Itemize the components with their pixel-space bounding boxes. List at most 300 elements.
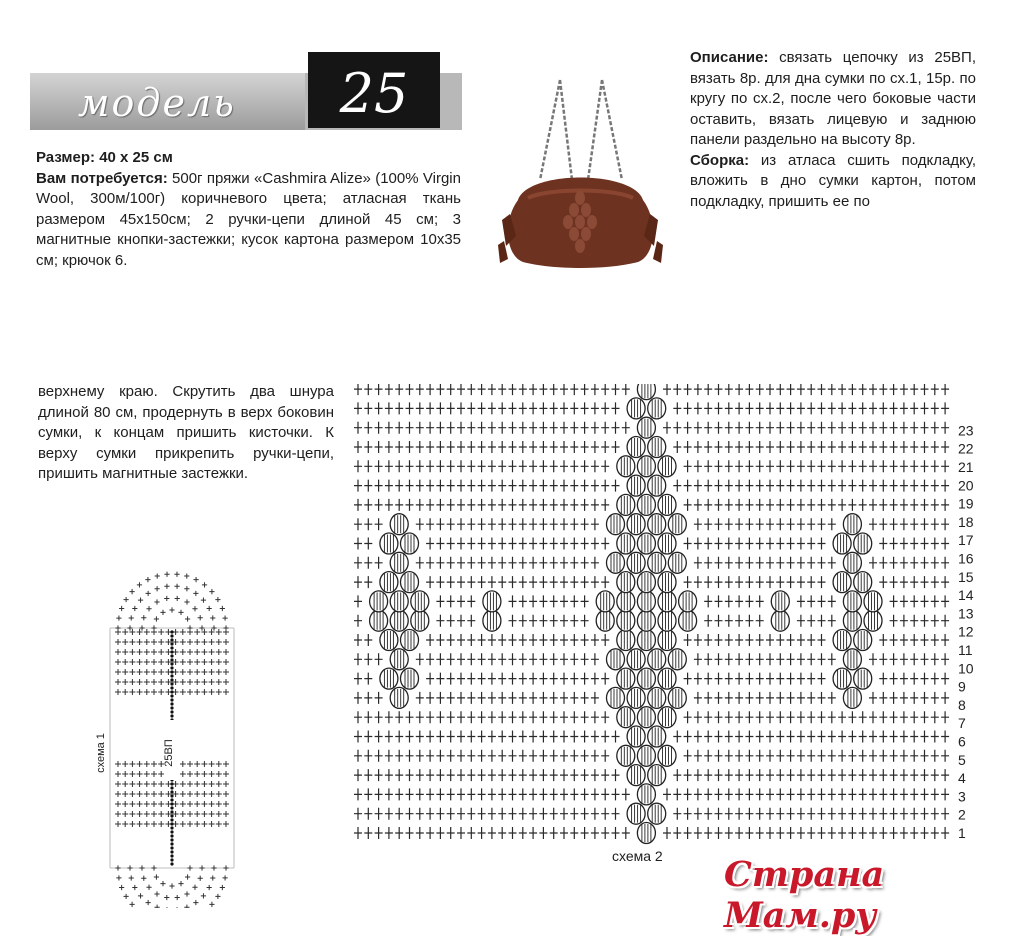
stitch-cross [601, 808, 609, 820]
stitch-cross [364, 711, 372, 723]
stitch-cross [735, 441, 743, 453]
stitch-cross [715, 750, 723, 762]
stitch-cross [684, 673, 692, 685]
stitch-cross [539, 518, 547, 530]
stitch-cross [828, 460, 836, 472]
stitch-cross [766, 441, 774, 453]
stitch-cross [684, 711, 692, 723]
stitch-cross [498, 673, 506, 685]
stitch-cross [529, 460, 537, 472]
stitch-cross [704, 460, 712, 472]
chain-stitch [170, 686, 173, 689]
stitch-cross [457, 499, 465, 511]
chain-stitch [170, 678, 173, 681]
chain-stitch [170, 670, 173, 673]
stitch-cross [151, 865, 156, 870]
stitch-cross [180, 689, 186, 695]
stitch-cross [560, 538, 568, 550]
stitch-cross [158, 781, 164, 787]
stitch-cross [910, 615, 918, 627]
stitch-cross [467, 615, 475, 627]
row-number: 14 [958, 587, 974, 604]
stitch-cross [838, 402, 846, 414]
stitch-cross [416, 788, 424, 800]
stitch-cross [910, 441, 918, 453]
stitch-cross [175, 895, 180, 900]
bobble-stitch [668, 687, 686, 708]
stitch-cross [364, 673, 372, 685]
stitch-cross [223, 865, 228, 870]
stitch-cross [488, 769, 496, 781]
stitch-cross [447, 557, 455, 569]
bobble-stitch [617, 533, 635, 554]
stitch-cross [223, 801, 229, 807]
stitch-cross [776, 769, 784, 781]
chain-stitch [170, 798, 173, 801]
stitch-cross [745, 808, 753, 820]
stitch-cross [694, 808, 702, 820]
stitch-cross [869, 692, 877, 704]
stitch-cross [745, 711, 753, 723]
stitch-cross [848, 422, 856, 434]
chain-stitch [170, 842, 173, 845]
stitch-cross [416, 422, 424, 434]
bobble-stitch [648, 726, 666, 747]
stitch-cross [385, 402, 393, 414]
stitch-cross [550, 673, 558, 685]
bobble-stitch [843, 552, 861, 573]
stitch-cross [354, 692, 362, 704]
stitch-cross [209, 659, 215, 665]
stitch-cross [457, 769, 465, 781]
stitch-cross [776, 384, 784, 395]
stitch-cross [879, 384, 887, 395]
stitch-cross [735, 769, 743, 781]
stitch-cross [180, 791, 186, 797]
stitch-cross [447, 499, 455, 511]
stitch-cross [848, 499, 856, 511]
stitch-cross [766, 673, 774, 685]
row-number: 1 [958, 825, 966, 841]
stitch-cross [550, 499, 558, 511]
scheme-2-row-numbers [958, 422, 974, 841]
bobble-stitch [854, 668, 872, 689]
stitch-cross [129, 669, 135, 675]
stitch-cross [756, 808, 764, 820]
chain-stitch [170, 818, 173, 821]
stitch-cross [848, 769, 856, 781]
stitch-cross [673, 480, 681, 492]
stitch-cross [385, 499, 393, 511]
stitch-cross [797, 557, 805, 569]
stitch-cross [581, 422, 589, 434]
stitch-cross [910, 788, 918, 800]
stitch-cross [354, 402, 362, 414]
stitch-cross [158, 801, 164, 807]
stitch-cross [509, 557, 517, 569]
stitch-cross [797, 384, 805, 395]
stitch-cross [848, 384, 856, 395]
stitch-cross [498, 808, 506, 820]
stitch-cross [879, 480, 887, 492]
stitch-cross [116, 615, 121, 620]
stitch-cross [447, 808, 455, 820]
stitch-cross [395, 460, 403, 472]
stitch-cross [550, 711, 558, 723]
stitch-cross [416, 480, 424, 492]
stitch-cross [416, 499, 424, 511]
stitch-cross [436, 480, 444, 492]
assembly-continued: верхнему краю. Скрутить два шнура длиной 80 см, продернуть в верх боковин сумки, к концам пришить кисточки. К верху сумки прикрепить ручки-цепи, пришить магнитные застежки. [38, 383, 334, 482]
stitch-cross [745, 538, 753, 550]
size-label: Размер: [36, 149, 96, 166]
bobble-stitch [843, 687, 861, 708]
stitch-cross [828, 518, 836, 530]
stitch-cross [704, 808, 712, 820]
stitch-cross [498, 384, 506, 395]
bobble-stitch [658, 610, 676, 631]
stitch-cross [715, 788, 723, 800]
stitch-cross [745, 595, 753, 607]
stitch-cross [498, 827, 506, 839]
stitch-cross [704, 422, 712, 434]
stitch-cross [601, 750, 609, 762]
stitch-cross [725, 653, 733, 665]
stitch-cross [158, 811, 164, 817]
stitch-cross [151, 781, 157, 787]
stitch-cross [715, 422, 723, 434]
stitch-cross [139, 625, 144, 630]
stitch-cross [164, 596, 169, 601]
stitch-cross [375, 499, 383, 511]
stitch-cross [115, 801, 121, 807]
stitch-cross [519, 653, 527, 665]
stitch-cross [467, 460, 475, 472]
description-text: связать цепочку из 25ВП, вязать 8р. для дна сумки по сх.1, 15р. по кругу по сх.2, после чего боковые части оставить, вязать лицевую и заднюю панели раздельно на высоту 8р. [690, 49, 977, 148]
stitch-cross [756, 711, 764, 723]
stitch-cross [818, 499, 826, 511]
row-number: 2 [958, 806, 966, 823]
bobble-stitch [607, 687, 625, 708]
stitch-cross [115, 649, 121, 655]
stitch-cross [498, 480, 506, 492]
stitch-cross [519, 441, 527, 453]
stitch-cross [187, 649, 193, 655]
bobble-stitch [854, 572, 872, 593]
stitch-cross [184, 586, 189, 591]
bobble-stitch [627, 552, 645, 573]
stitch-cross [223, 659, 229, 665]
stitch-cross [900, 538, 908, 550]
stitch-cross [550, 402, 558, 414]
bobble-stitch [617, 572, 635, 593]
stitch-cross [539, 634, 547, 646]
stitch-cross [467, 422, 475, 434]
stitch-cross [187, 625, 192, 630]
needs-label: Вам потребуется: [36, 169, 168, 187]
stitch-cross [601, 788, 609, 800]
stitch-cross [122, 669, 128, 675]
stitch-cross [879, 750, 887, 762]
stitch-cross [129, 771, 135, 777]
stitch-cross [123, 597, 128, 602]
bobble-stitch [370, 610, 388, 631]
stitch-cross [354, 480, 362, 492]
bobble-stitch [648, 803, 666, 824]
stitch-cross [539, 595, 547, 607]
stitch-cross [519, 402, 527, 414]
stitch-cross [560, 441, 568, 453]
stitch-cross [673, 788, 681, 800]
stitch-cross [151, 771, 157, 777]
stitch-cross [735, 692, 743, 704]
stitch-cross [807, 750, 815, 762]
row-number: 5 [958, 751, 966, 768]
stitch-cross [890, 769, 898, 781]
bobble-stitch [627, 649, 645, 670]
stitch-cross [921, 384, 929, 395]
stitch-cross [910, 576, 918, 588]
stitch-cross [735, 673, 743, 685]
stitch-cross [416, 692, 424, 704]
stitch-cross [426, 538, 434, 550]
description-label: Описание: [690, 49, 769, 66]
stitch-cross [498, 692, 506, 704]
stitch-cross [467, 808, 475, 820]
stitch-cross [766, 634, 774, 646]
stitch-cross [797, 653, 805, 665]
stitch-cross [488, 634, 496, 646]
stitch-cross [910, 634, 918, 646]
stitch-cross [199, 865, 204, 870]
stitch-cross [581, 384, 589, 395]
stitch-cross [756, 384, 764, 395]
stitch-cross [478, 518, 486, 530]
stitch-cross [797, 808, 805, 820]
stitch-cross [560, 595, 568, 607]
stitch-cross [436, 595, 444, 607]
stitch-cross [694, 634, 702, 646]
stitch-cross [539, 499, 547, 511]
stitch-cross [694, 711, 702, 723]
stitch-cross [364, 402, 372, 414]
bobble-stitch [833, 533, 851, 554]
stitch-cross [560, 499, 568, 511]
stitch-cross [828, 441, 836, 453]
stitch-cross [158, 821, 164, 827]
stitch-cross [869, 750, 877, 762]
stitch-cross [498, 538, 506, 550]
stitch-cross [478, 653, 486, 665]
stitch-cross [931, 711, 939, 723]
chain-stitch [170, 826, 173, 829]
stitch-cross [818, 384, 826, 395]
stitch-cross [194, 811, 200, 817]
stitch-cross [192, 606, 197, 611]
stitch-cross [745, 557, 753, 569]
stitch-cross [931, 441, 939, 453]
stitch-cross [591, 673, 599, 685]
stitch-cross [478, 808, 486, 820]
stitch-cross [395, 827, 403, 839]
stitch-cross [601, 673, 609, 685]
stitch-cross [910, 750, 918, 762]
stitch-cross [151, 801, 157, 807]
stitch-cross [704, 750, 712, 762]
stitch-cross [457, 480, 465, 492]
stitch-cross [704, 711, 712, 723]
stitch-cross [426, 499, 434, 511]
stitch-cross [818, 615, 826, 627]
stitch-cross [194, 689, 200, 695]
scheme-1-label: схема 1 [95, 733, 107, 773]
stitch-cross [180, 761, 186, 767]
stitch-cross [890, 384, 898, 395]
stitch-cross [137, 639, 143, 645]
stitch-cross [818, 557, 826, 569]
stitch-cross [756, 653, 764, 665]
stitch-cross [129, 902, 134, 907]
row-number: 15 [958, 568, 974, 585]
bobble-stitch [607, 514, 625, 535]
stitch-cross [879, 769, 887, 781]
stitch-cross [122, 811, 128, 817]
stitch-cross [467, 673, 475, 685]
stitch-cross [539, 480, 547, 492]
stitch-cross [766, 653, 774, 665]
stitch-cross [364, 653, 372, 665]
stitch-cross [715, 576, 723, 588]
stitch-cross [828, 653, 836, 665]
stitch-cross [457, 538, 465, 550]
stitch-cross [787, 402, 795, 414]
stitch-cross [581, 711, 589, 723]
bobble-stitch [627, 726, 645, 747]
stitch-cross [581, 615, 589, 627]
chain-stitch [170, 674, 173, 677]
stitch-cross [209, 689, 215, 695]
chain-stitch [170, 650, 173, 653]
stitch-cross [581, 518, 589, 530]
stitch-cross [879, 441, 887, 453]
stitch-cross [570, 538, 578, 550]
stitch-cross [488, 480, 496, 492]
stitch-cross [210, 615, 215, 620]
bobble-stitch [637, 591, 655, 612]
stitch-cross [151, 649, 157, 655]
stitch-cross [141, 615, 146, 620]
stitch-cross [426, 634, 434, 646]
specs-block [36, 148, 461, 271]
stitch-cross [715, 808, 723, 820]
row-number: 22 [958, 440, 974, 457]
stitch-cross [612, 827, 620, 839]
stitch-cross [921, 827, 929, 839]
stitch-cross [818, 441, 826, 453]
stitch-cross [457, 460, 465, 472]
stitch-cross [137, 679, 143, 685]
bobble-stitch [617, 707, 635, 728]
stitch-cross [684, 731, 692, 743]
stitch-cross [921, 692, 929, 704]
stitch-cross [900, 480, 908, 492]
stitch-cross [144, 761, 150, 767]
bobble-stitch [370, 591, 388, 612]
stitch-cross [436, 653, 444, 665]
stitch-cross [776, 557, 784, 569]
stitch-cross [622, 384, 630, 395]
stitch-cross [838, 460, 846, 472]
stitch-cross [395, 731, 403, 743]
stitch-cross [890, 692, 898, 704]
stitch-cross [364, 750, 372, 762]
stitch-cross [879, 518, 887, 530]
bobble-stitch [668, 649, 686, 670]
bobble-stitch [411, 610, 429, 631]
stitch-cross [529, 422, 537, 434]
row-number: 18 [958, 513, 974, 530]
stitch-cross [890, 480, 898, 492]
bobble-stitch [617, 630, 635, 651]
row-number: 3 [958, 788, 966, 805]
stitch-cross [725, 557, 733, 569]
stitch-cross [807, 595, 815, 607]
stitch-cross [375, 808, 383, 820]
stitch-cross [529, 827, 537, 839]
bobble-stitch [771, 591, 789, 612]
stitch-cross [509, 441, 517, 453]
stitch-cross [201, 893, 206, 898]
stitch-cross [416, 827, 424, 839]
bobble-stitch [380, 572, 398, 593]
stitch-cross [385, 441, 393, 453]
stitch-cross [375, 460, 383, 472]
bobble-stitch [637, 572, 655, 593]
stitch-cross [354, 576, 362, 588]
stitch-cross [694, 692, 702, 704]
stitch-cross [848, 711, 856, 723]
chain-stitch [170, 854, 173, 857]
chain-stitch [170, 646, 173, 649]
stitch-cross [509, 711, 517, 723]
stitch-cross [807, 711, 815, 723]
stitch-cross [900, 595, 908, 607]
stitch-cross [756, 557, 764, 569]
stitch-cross [931, 808, 939, 820]
stitch-cross [129, 615, 134, 620]
stitch-cross [622, 827, 630, 839]
stitch-cross [115, 639, 121, 645]
stitch-cross [395, 402, 403, 414]
chain-stitch [170, 858, 173, 861]
stitch-cross [436, 673, 444, 685]
stitch-cross [890, 788, 898, 800]
stitch-cross [890, 827, 898, 839]
stitch-cross [436, 788, 444, 800]
stitch-cross [848, 827, 856, 839]
stitch-cross [416, 653, 424, 665]
bobble-stitch [627, 475, 645, 496]
stitch-cross [756, 595, 764, 607]
stitch-cross [144, 629, 150, 635]
stitch-cross [201, 659, 207, 665]
stitch-cross [519, 422, 527, 434]
stitch-cross [509, 460, 517, 472]
stitch-cross [694, 557, 702, 569]
stitch-cross [216, 771, 222, 777]
stitch-cross [766, 499, 774, 511]
stitch-cross [187, 669, 193, 675]
